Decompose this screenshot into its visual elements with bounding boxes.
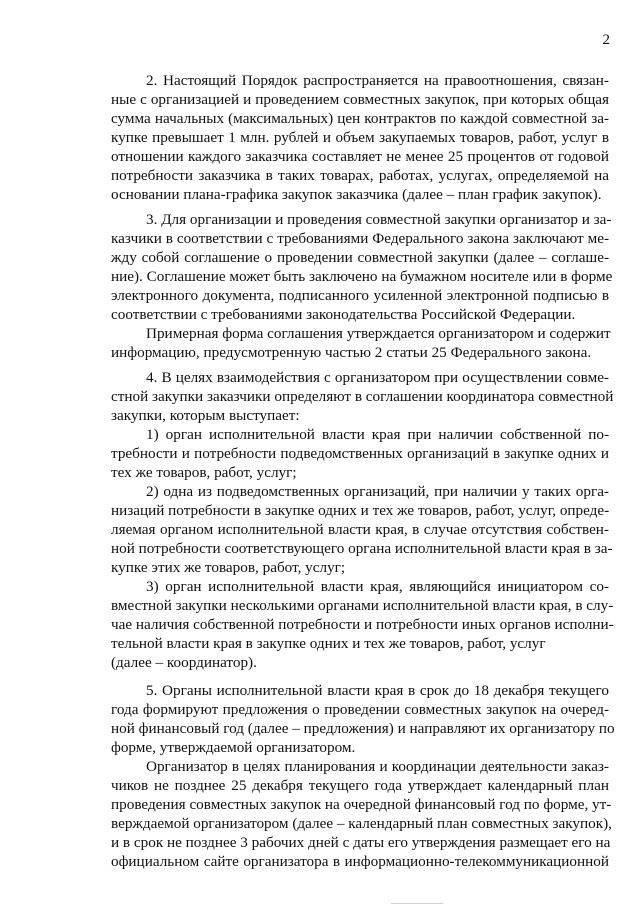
text-line: верждаемой организатором (далее – календарный план совместных закупок), [111,815,612,832]
page-number: 2 [602,32,610,48]
text-line: 1) орган исполнительной власти края при наличии собственной по- [146,426,609,443]
scan-artifact-line [391,903,443,904]
text-line: ной потребности соответствующего органа исполнительной власти края в за- [111,540,613,557]
text-line: закупки, которым выступает: [111,407,300,424]
text-line: потребности заказчика в таких товарах, работах, услугах, определяемой на [111,167,609,184]
text-line: ние). Соглашение может быть заключено на бумажном носителе или в форме [111,268,613,285]
text-line: (далее – координатор). [111,654,257,671]
text-line: Примерная форма соглашения утверждается организатором и содержит [146,325,611,342]
text-line: года формируют предложения о проведении совместных закупок на очеред- [111,701,609,718]
text-line: жду собой соглашение о проведении совместной закупки (далее – соглаше- [111,249,609,266]
text-line: 2. Настоящий Порядок распространяется на правоотношения, связан- [146,72,609,89]
text-line: требности и потребности подведомственных организаций в закупке одних и [111,445,609,462]
text-line: казчики в соответствии с требованиями Федерального закона заключают ме- [111,230,609,247]
text-line: ляемая органом исполнительной власти края, в случае отсутствия собствен- [111,521,609,538]
text-line: отношении каждого заказчика составляет не менее 25 процентов от годовой [111,148,609,165]
text-line: электронного документа, подписанного усиленной электронной подписью в [111,287,609,304]
text-line: чае наличия собственной потребности и потребности иных органов исполни- [111,616,614,633]
text-line: ные с организацией и проведением совместных закупок, при которых общая [111,91,609,108]
text-line: сумма начальных (максимальных) цен контрактов по каждой совместной за- [111,110,609,127]
text-line: 3. Для организации и проведения совместной закупки организатор и за- [146,211,612,228]
text-line: купке этих же товаров, работ, услуг; [111,559,346,576]
text-line: вместной закупки несколькими органами исполнительной власти края, в слу- [111,597,614,614]
text-line: соответствии с требованиями законодательства Российской Федерации. [111,306,576,323]
text-line: и в срок не позднее 3 рабочих дней с даты его утверждения размещает его на [111,834,611,851]
text-line: Организатор в целях планирования и координации деятельности заказ- [146,758,609,775]
text-line: стной закупки заказчики определяют в соглашении координатора совместной [111,388,614,405]
text-line: тельной власти края в закупке одних и тех же товаров, работ, услуг [111,635,546,652]
text-line: основании плана-графика закупок заказчика (далее – план график закупок). [111,186,602,203]
text-line: 5. Органы исполнительной власти края в срок до 18 декабря текущего [146,682,609,699]
text-line: купке превышает 1 млн. рублей и объем закупаемых товаров, работ, услуг в [111,129,609,146]
text-line: информацию, предусмотренную частью 2 статьи 25 Федерального закона. [111,344,592,361]
text-line: 3) орган исполнительной власти края, являющийся инициатором со- [146,578,609,595]
text-line: 4. В целях взаимодействия с организатором при осуществлении совме- [146,369,609,386]
text-line: официальном сайте организатора в информационно-телекоммуникационной [111,853,609,870]
text-line: тех же товаров, работ, услуг; [111,464,297,481]
text-line: 2) одна из подведомственных организаций, при наличии у таких орга- [146,483,609,500]
text-line: низаций потребности в закупке одних и тех же товаров, работ, услуг, опреде- [111,502,610,519]
text-line: чиков не позднее 25 декабря текущего года утверждает календарный план [111,777,609,794]
text-line: проведения совместных закупок на очередной финансовый год по форме, ут- [111,796,612,813]
text-line: форме, утверждаемой организатором. [111,739,356,756]
text-line: ной финансовый год (далее – предложения) и направляют их организатору по [111,720,615,737]
